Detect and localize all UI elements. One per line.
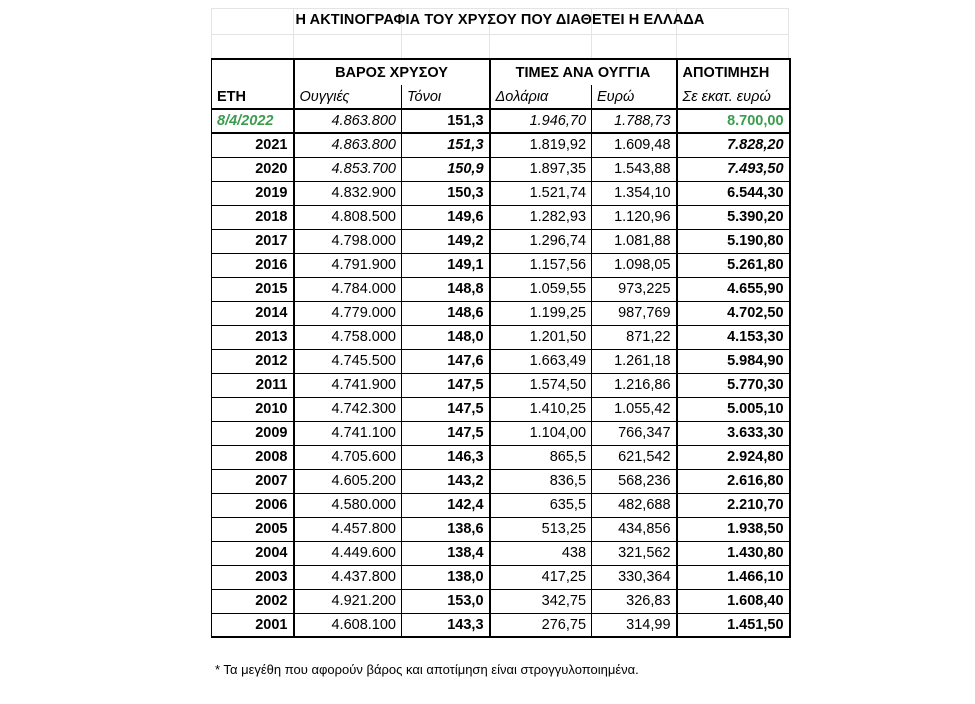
- cell-eur: 766,347: [592, 421, 677, 445]
- header-tons: Τόνοι: [402, 85, 490, 109]
- cell-ounces: 4.921.200: [294, 589, 402, 613]
- cell-ounces: 4.705.600: [294, 445, 402, 469]
- cell-valuation: 1.466,10: [677, 565, 790, 589]
- cell-year: 2017: [212, 229, 294, 253]
- cell-eur: 1.120,96: [592, 205, 677, 229]
- cell-valuation: 5.390,20: [677, 205, 790, 229]
- cell-eur: 568,236: [592, 469, 677, 493]
- table-row: [212, 565, 790, 589]
- cell-usd: 513,25: [490, 517, 592, 541]
- cell-tons: 143,2: [402, 469, 490, 493]
- cell-usd: 1.201,50: [490, 325, 592, 349]
- header-valuation-group: ΑΠΟΤΙΜΗΣΗ: [677, 59, 790, 85]
- cell-usd: 1.104,00: [490, 421, 592, 445]
- table-row: [212, 349, 790, 373]
- cell-tons: 148,8: [402, 277, 490, 301]
- cell-tons: 150,3: [402, 181, 490, 205]
- cell-year: 2015: [212, 277, 294, 301]
- cell-year: 2006: [212, 493, 294, 517]
- cell-tons: 149,6: [402, 205, 490, 229]
- table-row: [212, 493, 790, 517]
- current-eur: 1.788,73: [592, 109, 677, 133]
- cell-year: 2012: [212, 349, 294, 373]
- cell-tons: 151,3: [402, 133, 490, 157]
- header-prices-group: ΤΙΜΕΣ ΑΝΑ ΟΥΓΓΙΑ: [490, 59, 677, 85]
- cell-tons: 143,3: [402, 613, 490, 637]
- cell-ounces: 4.741.900: [294, 373, 402, 397]
- cell-ounces: 4.798.000: [294, 229, 402, 253]
- cell-eur: 871,22: [592, 325, 677, 349]
- header-weight-group: ΒΑΡΟΣ ΧΡΥΣΟΥ: [294, 59, 490, 85]
- cell-year: 2005: [212, 517, 294, 541]
- table-row: [212, 613, 790, 637]
- cell-tons: 147,5: [402, 421, 490, 445]
- cell-ounces: 4.608.100: [294, 613, 402, 637]
- cell-ounces: 4.808.500: [294, 205, 402, 229]
- cell-valuation: 1.938,50: [677, 517, 790, 541]
- cell-usd: 1.897,35: [490, 157, 592, 181]
- table-row: [212, 277, 790, 301]
- footnote: * Τα μεγέθη που αφορούν βάρος και αποτίμηση είναι στρογγυλοποιημένα.: [215, 662, 639, 677]
- cell-tons: 138,4: [402, 541, 490, 565]
- cell-valuation: 2.210,70: [677, 493, 790, 517]
- cell-usd: 438: [490, 541, 592, 565]
- cell-ounces: 4.832.900: [294, 181, 402, 205]
- cell-eur: 987,769: [592, 301, 677, 325]
- table-row: [212, 325, 790, 349]
- cell-eur: 1.081,88: [592, 229, 677, 253]
- cell-valuation: 6.544,30: [677, 181, 790, 205]
- cell-ounces: 4.863.800: [294, 133, 402, 157]
- gold-table: [211, 58, 791, 638]
- cell-ounces: 4.742.300: [294, 397, 402, 421]
- cell-valuation: 5.005,10: [677, 397, 790, 421]
- cell-year: 2019: [212, 181, 294, 205]
- header-dollars: Δολάρια: [490, 85, 592, 109]
- cell-ounces: 4.457.800: [294, 517, 402, 541]
- header-valuation-unit: Σε εκατ. ευρώ: [677, 85, 790, 109]
- cell-eur: 434,856: [592, 517, 677, 541]
- cell-valuation: 5.984,90: [677, 349, 790, 373]
- cell-valuation: 1.430,80: [677, 541, 790, 565]
- table-row: [212, 181, 790, 205]
- cell-year: 2007: [212, 469, 294, 493]
- cell-valuation: 1.451,50: [677, 613, 790, 637]
- cell-year: 2014: [212, 301, 294, 325]
- cell-eur: 621,542: [592, 445, 677, 469]
- cell-ounces: 4.580.000: [294, 493, 402, 517]
- cell-valuation: 7.828,20: [677, 133, 790, 157]
- cell-valuation: 5.190,80: [677, 229, 790, 253]
- cell-usd: 1.521,74: [490, 181, 592, 205]
- cell-tons: 149,2: [402, 229, 490, 253]
- table-row: [212, 229, 790, 253]
- cell-valuation: 3.633,30: [677, 421, 790, 445]
- current-usd: 1.946,70: [490, 109, 592, 133]
- cell-ounces: 4.741.100: [294, 421, 402, 445]
- cell-eur: 314,99: [592, 613, 677, 637]
- cell-ounces: 4.745.500: [294, 349, 402, 373]
- cell-usd: 1.199,25: [490, 301, 592, 325]
- cell-tons: 138,0: [402, 565, 490, 589]
- cell-tons: 148,6: [402, 301, 490, 325]
- cell-ounces: 4.449.600: [294, 541, 402, 565]
- cell-year: 2001: [212, 613, 294, 637]
- cell-year: 2020: [212, 157, 294, 181]
- cell-usd: 276,75: [490, 613, 592, 637]
- cell-ounces: 4.791.900: [294, 253, 402, 277]
- cell-ounces: 4.758.000: [294, 325, 402, 349]
- cell-ounces: 4.779.000: [294, 301, 402, 325]
- cell-eur: 1.543,88: [592, 157, 677, 181]
- cell-tons: 153,0: [402, 589, 490, 613]
- cell-eur: 1.609,48: [592, 133, 677, 157]
- cell-eur: 330,364: [592, 565, 677, 589]
- cell-eur: 1.354,10: [592, 181, 677, 205]
- cell-tons: 142,4: [402, 493, 490, 517]
- cell-tons: 147,6: [402, 349, 490, 373]
- current-valuation: 8.700,00: [677, 109, 790, 133]
- cell-year: 2018: [212, 205, 294, 229]
- page-title: Η ΑΚΤΙΝΟΓΡΑΦΙΑ ΤΟΥ ΧΡΥΣΟΥ ΠΟΥ ΔΙΑΘΕΤΕΙ Η ΕΛΛΑΔΑ: [295, 12, 705, 28]
- cell-valuation: 5.261,80: [677, 253, 790, 277]
- table-row: [212, 469, 790, 493]
- table-row: [212, 301, 790, 325]
- table-row: [212, 589, 790, 613]
- table-row: [212, 373, 790, 397]
- table-row: [212, 541, 790, 565]
- cell-year: 2011: [212, 373, 294, 397]
- cell-eur: 326,83: [592, 589, 677, 613]
- cell-year: 2008: [212, 445, 294, 469]
- cell-tons: 147,5: [402, 397, 490, 421]
- header-euros: Ευρώ: [592, 85, 677, 109]
- cell-tons: 146,3: [402, 445, 490, 469]
- cell-valuation: 4.153,30: [677, 325, 790, 349]
- cell-tons: 147,5: [402, 373, 490, 397]
- header-years: ΕΤΗ: [212, 85, 294, 109]
- cell-usd: 1.296,74: [490, 229, 592, 253]
- header-ounces: Ουγγιές: [294, 85, 402, 109]
- cell-valuation: 4.655,90: [677, 277, 790, 301]
- cell-year: 2009: [212, 421, 294, 445]
- header-empty-cell: [212, 59, 294, 85]
- cell-ounces: 4.437.800: [294, 565, 402, 589]
- table-row: [212, 157, 790, 181]
- cell-usd: 1.819,92: [490, 133, 592, 157]
- cell-year: 2016: [212, 253, 294, 277]
- current-ounces: 4.863.800: [294, 109, 402, 133]
- cell-tons: 148,0: [402, 325, 490, 349]
- table-row: [212, 253, 790, 277]
- cell-usd: 1.157,56: [490, 253, 592, 277]
- cell-usd: 1.059,55: [490, 277, 592, 301]
- cell-ounces: 4.605.200: [294, 469, 402, 493]
- cell-year: 2013: [212, 325, 294, 349]
- cell-usd: 865,5: [490, 445, 592, 469]
- table-row: [212, 421, 790, 445]
- cell-valuation: 1.608,40: [677, 589, 790, 613]
- current-row: [212, 109, 790, 133]
- gridline: [211, 34, 789, 35]
- current-tons: 151,3: [402, 109, 490, 133]
- cell-eur: 1.098,05: [592, 253, 677, 277]
- header-row-groups: [212, 59, 790, 85]
- cell-year: 2002: [212, 589, 294, 613]
- gridline: [211, 8, 789, 9]
- cell-usd: 417,25: [490, 565, 592, 589]
- cell-ounces: 4.784.000: [294, 277, 402, 301]
- cell-usd: 1.282,93: [490, 205, 592, 229]
- table-row: [212, 133, 790, 157]
- cell-valuation: 4.702,50: [677, 301, 790, 325]
- cell-ounces: 4.853.700: [294, 157, 402, 181]
- cell-eur: 321,562: [592, 541, 677, 565]
- table-row: [212, 517, 790, 541]
- cell-tons: 149,1: [402, 253, 490, 277]
- cell-valuation: 2.924,80: [677, 445, 790, 469]
- cell-valuation: 7.493,50: [677, 157, 790, 181]
- cell-usd: 836,5: [490, 469, 592, 493]
- header-row-units: [212, 85, 790, 109]
- cell-eur: 973,225: [592, 277, 677, 301]
- cell-eur: 1.055,42: [592, 397, 677, 421]
- cell-eur: 482,688: [592, 493, 677, 517]
- cell-tons: 150,9: [402, 157, 490, 181]
- cell-usd: 1.410,25: [490, 397, 592, 421]
- cell-year: 2010: [212, 397, 294, 421]
- cell-valuation: 5.770,30: [677, 373, 790, 397]
- cell-valuation: 2.616,80: [677, 469, 790, 493]
- cell-tons: 138,6: [402, 517, 490, 541]
- cell-eur: 1.216,86: [592, 373, 677, 397]
- cell-year: 2003: [212, 565, 294, 589]
- cell-usd: 635,5: [490, 493, 592, 517]
- cell-eur: 1.261,18: [592, 349, 677, 373]
- table-row: [212, 397, 790, 421]
- table-row: [212, 445, 790, 469]
- cell-year: 2004: [212, 541, 294, 565]
- current-date: 8/4/2022: [212, 109, 294, 133]
- cell-usd: 1.574,50: [490, 373, 592, 397]
- cell-usd: 342,75: [490, 589, 592, 613]
- table-row: [212, 205, 790, 229]
- cell-usd: 1.663,49: [490, 349, 592, 373]
- cell-year: 2021: [212, 133, 294, 157]
